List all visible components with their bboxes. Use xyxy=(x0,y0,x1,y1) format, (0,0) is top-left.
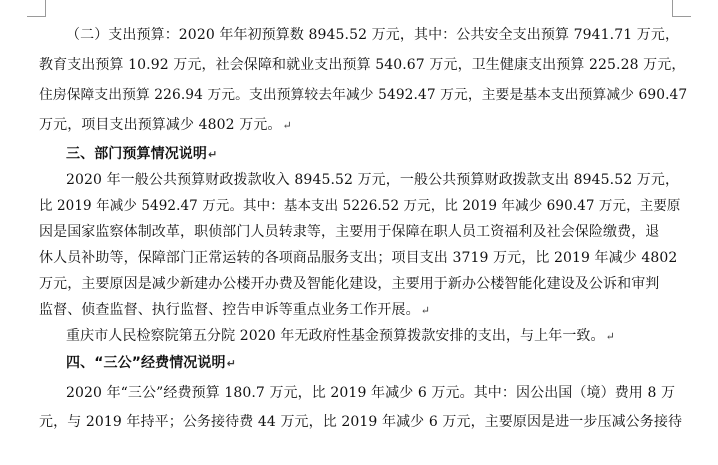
heading-text: 四、“三公”经费情况说明 xyxy=(66,355,226,371)
paragraph-mark-icon: ↵ xyxy=(605,330,615,343)
paragraph-line xyxy=(39,194,689,218)
line-text: 因是国家监察体制改革，职侦部门人员转隶等，主要用于保障在职人员工资福利及社会保险缴费，退 xyxy=(39,224,660,240)
paragraph-line xyxy=(39,298,689,322)
crop-mark-top-right xyxy=(672,0,691,17)
crop-mark-top-left xyxy=(27,0,46,17)
paragraph-line xyxy=(66,23,689,47)
line-text: 元，与 2019 年持平；公务接待费 44 万元，比 2019 年减少 6 万元，主要原因是进一步压减公务接待 xyxy=(39,414,683,430)
paragraph-line xyxy=(39,113,689,137)
paragraph-line xyxy=(66,381,689,405)
line-text: 万元，主要原因是减少新建办公楼开办费及智能化建设，主要用于新办公楼智能化建设及公诉和审判 xyxy=(39,276,660,292)
line-text: 重庆市人民检察院第五分院 2020 年无政府性基金预算拨款安排的支出，与上年一致。 xyxy=(66,328,605,344)
section-heading xyxy=(66,142,689,166)
line-text: 监督、侦查监督、执行监督、控告申诉等重点业务工作开展。 xyxy=(39,302,420,318)
paragraph-line xyxy=(39,220,689,244)
line-text: 2020 年一般公共预算财政拨款收入 8945.52 万元，一般公共预算财政拨款支出 8945.52 万元， xyxy=(66,172,680,188)
paragraph-mark-icon: ↵ xyxy=(226,357,236,370)
line-text: 万元，项目支出预算减少 4802 万元。 xyxy=(39,117,282,133)
line-text: 住房保障支出预算 226.94 万元。支出预算较去年减少 5492.47 万元，主要是基本支出预算减少 690.47 xyxy=(39,87,688,103)
paragraph-mark-icon: ↵ xyxy=(282,119,292,132)
line-text: （二）支出预算：2020 年年初预算数 8945.52 万元，其中：公共安全支出预算 7941.71 万元， xyxy=(66,27,680,43)
line-text: 2020 年“三公”经费预算 180.7 万元，比 2019 年减少 6 万元。其中：因公出国（境）费用 8 万 xyxy=(66,385,676,401)
paragraph-line xyxy=(39,410,689,434)
paragraph-mark-icon: ↵ xyxy=(208,148,218,161)
paragraph-line xyxy=(39,83,689,107)
paragraph-mark-icon: ↵ xyxy=(420,304,431,317)
line-text: 教育支出预算 10.92 万元，社会保障和就业支出预算 540.67 万元，卫生健康支出预算 225.28 万元， xyxy=(39,57,686,73)
heading-text: 三、部门预算情况说明 xyxy=(66,146,207,162)
paragraph-line xyxy=(39,53,689,77)
paragraph-line xyxy=(39,246,689,270)
line-text: 比 2019 年减少 5492.47 万元。其中：基本支出 5226.52 万元，比 2019 年减少 690.47 万元，主要原 xyxy=(39,198,681,214)
paragraph-line xyxy=(39,272,689,296)
paragraph-line xyxy=(66,324,689,348)
line-text: 休人员补助等，保障部门正常运转的各项商品服务支出；项目支出 3719 万元，比 2019 年减少 4802 xyxy=(39,250,678,266)
section-heading xyxy=(66,351,689,375)
paragraph-line xyxy=(66,168,689,192)
